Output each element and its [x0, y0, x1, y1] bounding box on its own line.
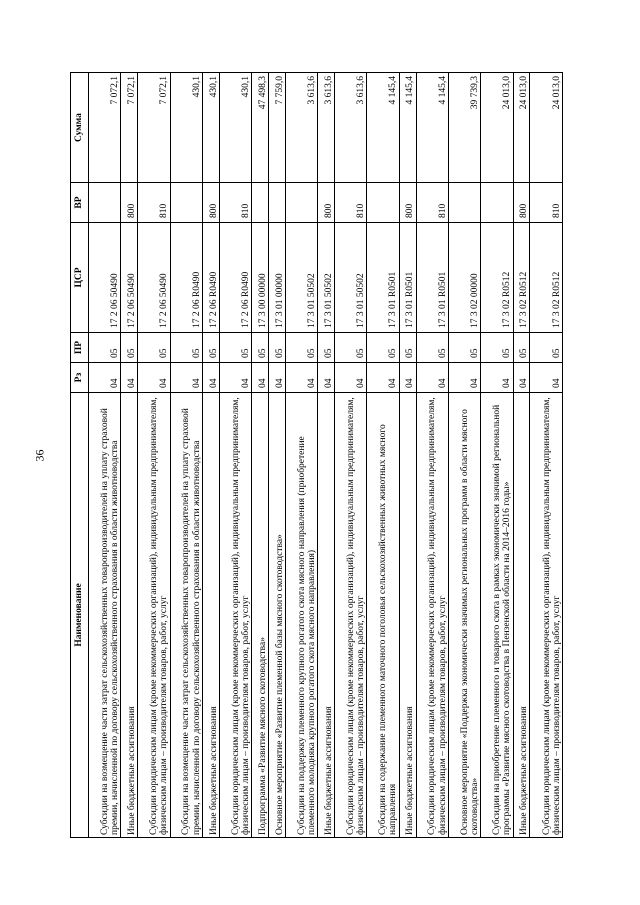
- cell-name: Субсидии на приобретение племенного и товарного скота в рамках экономически значимой региональной программы «Развитие мясного скотоводства в Пензенской области на 2014–2016 годы»: [481, 393, 513, 838]
- cell-pr: 05: [138, 333, 170, 363]
- cell-csr: 17 3 00 00000: [252, 223, 269, 333]
- cell-rz: 04: [448, 363, 480, 393]
- cell-vr: [252, 183, 269, 223]
- cell-sum: 430,1: [219, 73, 251, 183]
- cell-name: Иные бюджетные ассигнования: [513, 393, 530, 838]
- cell-pr: 05: [318, 333, 335, 363]
- cell-rz: 04: [268, 363, 285, 393]
- cell-rz: 04: [252, 363, 269, 393]
- cell-name: Субсидии юридическим лицам (кроме некоммерческих организаций), индивидуальным предпринимателям, физическим лицам – производителям товаров, работ, услуг: [530, 393, 563, 838]
- cell-rz: 04: [416, 363, 448, 393]
- cell-rz: 04: [530, 363, 563, 393]
- page-number: 36: [32, 449, 47, 462]
- cell-rz: 04: [89, 363, 121, 393]
- table-row: [530, 73, 563, 838]
- cell-name: Иные бюджетные ассигнования: [121, 393, 138, 838]
- table-row: [335, 73, 367, 838]
- table-row: [219, 73, 251, 838]
- table-row: [170, 73, 202, 838]
- budget-table: [70, 72, 563, 838]
- table-row: [367, 73, 399, 838]
- cell-vr: [367, 183, 399, 223]
- cell-vr: 810: [138, 183, 170, 223]
- cell-pr: 05: [513, 333, 530, 363]
- cell-csr: 17 3 02 00000: [448, 223, 480, 333]
- cell-sum: 4 145,4: [399, 73, 416, 183]
- cell-pr: 05: [416, 333, 448, 363]
- cell-rz: 04: [318, 363, 335, 393]
- header-rz: Рз: [71, 363, 89, 393]
- cell-pr: 05: [448, 333, 480, 363]
- cell-csr: 17 2 06 R0490: [170, 223, 202, 333]
- cell-sum: 24 013,0: [513, 73, 530, 183]
- cell-pr: 05: [530, 333, 563, 363]
- table-row: [89, 73, 121, 838]
- cell-csr: 17 3 02 R0512: [513, 223, 530, 333]
- cell-csr: 17 2 06 R0490: [219, 223, 251, 333]
- cell-rz: 04: [138, 363, 170, 393]
- cell-pr: 05: [202, 333, 219, 363]
- table-row: [121, 73, 138, 838]
- cell-vr: 800: [513, 183, 530, 223]
- cell-sum: 430,1: [170, 73, 202, 183]
- cell-sum: 39 739,3: [448, 73, 480, 183]
- cell-rz: 04: [285, 363, 317, 393]
- cell-name: Субсидии на возмещение части затрат сельскохозяйственных товаропроизводителей на уплату страховой премии, начисленной по договору сельскохозяйственного страхования в области животноводства: [170, 393, 202, 838]
- table-row: [481, 73, 513, 838]
- table-row: [268, 73, 285, 838]
- cell-csr: 17 3 01 00000: [268, 223, 285, 333]
- cell-name: Подпрограмма «Развитие мясного скотоводства»: [252, 393, 269, 838]
- cell-csr: 17 3 01 50502: [318, 223, 335, 333]
- cell-vr: [448, 183, 480, 223]
- cell-name: Субсидии юридическим лицам (кроме некоммерческих организаций), индивидуальным предпринимателям, физическим лицам – производителям товаров, работ, услуг: [138, 393, 170, 838]
- cell-vr: [89, 183, 121, 223]
- cell-vr: 810: [335, 183, 367, 223]
- cell-vr: 810: [530, 183, 563, 223]
- header-name: Наименование: [71, 393, 89, 838]
- cell-vr: 800: [318, 183, 335, 223]
- cell-sum: 4 145,4: [416, 73, 448, 183]
- cell-pr: 05: [285, 333, 317, 363]
- cell-sum: 7 072,1: [89, 73, 121, 183]
- cell-sum: 7 072,1: [121, 73, 138, 183]
- cell-sum: 430,1: [202, 73, 219, 183]
- cell-vr: 800: [202, 183, 219, 223]
- rotated-page-content: [70, 73, 563, 838]
- cell-name: Субсидии юридическим лицам (кроме некоммерческих организаций), индивидуальным предпринимателям, физическим лицам – производителям товаров, работ, услуг: [335, 393, 367, 838]
- cell-vr: 800: [121, 183, 138, 223]
- cell-csr: 17 2 06 R0490: [202, 223, 219, 333]
- cell-sum: 4 145,4: [367, 73, 399, 183]
- cell-pr: 05: [367, 333, 399, 363]
- cell-sum: 7 759,0: [268, 73, 285, 183]
- cell-name: Иные бюджетные ассигнования: [202, 393, 219, 838]
- cell-pr: 05: [170, 333, 202, 363]
- cell-vr: [481, 183, 513, 223]
- cell-pr: 05: [481, 333, 513, 363]
- cell-vr: 810: [219, 183, 251, 223]
- cell-pr: 05: [252, 333, 269, 363]
- table-row: [513, 73, 530, 838]
- cell-csr: 17 2 06 50490: [138, 223, 170, 333]
- cell-rz: 04: [367, 363, 399, 393]
- cell-rz: 04: [219, 363, 251, 393]
- cell-csr: 17 3 01 R0501: [416, 223, 448, 333]
- cell-csr: 17 3 02 R0512: [530, 223, 563, 333]
- table-row: [285, 73, 317, 838]
- cell-rz: 04: [170, 363, 202, 393]
- table-row: [252, 73, 269, 838]
- cell-pr: 05: [89, 333, 121, 363]
- cell-sum: 3 613,6: [335, 73, 367, 183]
- cell-vr: 800: [399, 183, 416, 223]
- cell-csr: 17 2 06 50490: [89, 223, 121, 333]
- cell-csr: 17 2 06 50490: [121, 223, 138, 333]
- table-header-row: [71, 73, 89, 838]
- cell-vr: [268, 183, 285, 223]
- table-row: [202, 73, 219, 838]
- cell-csr: 17 3 01 50502: [285, 223, 317, 333]
- cell-vr: [170, 183, 202, 223]
- cell-sum: 47 498,3: [252, 73, 269, 183]
- cell-rz: 04: [513, 363, 530, 393]
- cell-rz: 04: [481, 363, 513, 393]
- cell-name: Основное мероприятие «Развитие племенной базы мясного скотоводства»: [268, 393, 285, 838]
- cell-name: Иные бюджетные ассигнования: [318, 393, 335, 838]
- table-row: [448, 73, 480, 838]
- cell-csr: 17 3 01 R0501: [367, 223, 399, 333]
- cell-csr: 17 3 01 R0501: [399, 223, 416, 333]
- cell-name: Субсидии юридическим лицам (кроме некоммерческих организаций), индивидуальным предпринимателям, физическим лицам – производителям товаров, работ, услуг: [416, 393, 448, 838]
- cell-csr: 17 3 01 50502: [335, 223, 367, 333]
- cell-sum: 7 072,1: [138, 73, 170, 183]
- cell-rz: 04: [202, 363, 219, 393]
- table-row: [399, 73, 416, 838]
- cell-csr: 17 3 02 R0512: [481, 223, 513, 333]
- cell-pr: 05: [219, 333, 251, 363]
- cell-sum: 3 613,6: [285, 73, 317, 183]
- cell-pr: 05: [399, 333, 416, 363]
- cell-rz: 04: [121, 363, 138, 393]
- cell-name: Субсидии юридическим лицам (кроме некоммерческих организаций), индивидуальным предпринимателям, физическим лицам – производителям товаров, работ, услуг: [219, 393, 251, 838]
- cell-pr: 05: [335, 333, 367, 363]
- table-row: [318, 73, 335, 838]
- cell-sum: 24 013,0: [530, 73, 563, 183]
- cell-sum: 24 013,0: [481, 73, 513, 183]
- cell-sum: 3 613,6: [318, 73, 335, 183]
- table-row: [138, 73, 170, 838]
- table-body: [89, 73, 563, 838]
- header-pr: ПР: [71, 333, 89, 363]
- cell-vr: 810: [416, 183, 448, 223]
- cell-name: Субсидии на содержание племенного маточного поголовья сельскохозяйственных животных мясного направления: [367, 393, 399, 838]
- cell-name: Основное мероприятие «Поддержка экономически значимых региональных программ в области мясного скотоводства»: [448, 393, 480, 838]
- cell-rz: 04: [399, 363, 416, 393]
- header-sum: Сумма: [71, 73, 89, 183]
- cell-name: Субсидии на возмещение части затрат сельскохозяйственных товаропроизводителей на уплату страховой премии, начисленной по договору сельскохозяйственного страхования в области животноводства: [89, 393, 121, 838]
- cell-pr: 05: [268, 333, 285, 363]
- header-vr: ВР: [71, 183, 89, 223]
- cell-name: Иные бюджетные ассигнования: [399, 393, 416, 838]
- cell-vr: [285, 183, 317, 223]
- table-row: [416, 73, 448, 838]
- cell-rz: 04: [335, 363, 367, 393]
- cell-name: Субсидии на поддержку племенного крупного рогатого скота мясного направления (приобретение племенного молодняка крупного рогатого скота мясного направления): [285, 393, 317, 838]
- cell-pr: 05: [121, 333, 138, 363]
- header-csr: ЦСР: [71, 223, 89, 333]
